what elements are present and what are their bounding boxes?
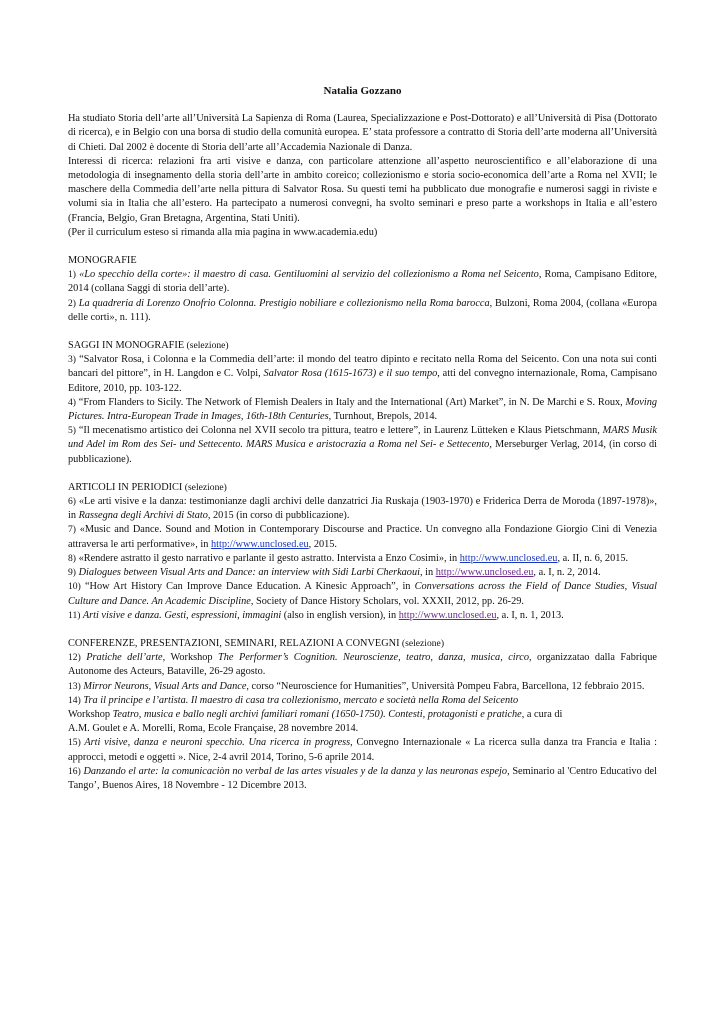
entry-number: 7) — [68, 524, 76, 536]
entry-number: 12) — [68, 652, 81, 664]
section-conferenze — [68, 637, 657, 793]
entry-details: , Convegno Internazionale « La ricerca sulla danza tra Francia e Italia : approcci, metodi e oggetti ». Nice, 2-4 avril 2014, Torino, 5-6 aprile 2014. — [68, 737, 657, 763]
entry-title: Rassegna degli Archivi di Stato — [78, 510, 208, 522]
entry-details: , a. I, n. 1, 2013. — [496, 609, 564, 621]
entry-14-editors: A.M. Goulet e A. Morelli, Roma, Ecole Française, 28 novembre 2014. — [68, 723, 359, 735]
entry-text: “How Art History Can Improve Dance Education. A Kinesic Approach”, in — [80, 581, 415, 593]
entry-details: , a. II, n. 6, 2015. — [557, 552, 629, 564]
entry-14 — [68, 694, 657, 708]
entry-details: , Roma, Campisano Editore, 2014 (collana Saggi di storia dell’arte). — [68, 269, 657, 295]
entry-text: (also in english version), in — [281, 609, 399, 621]
section-articoli — [68, 481, 657, 623]
entry-title: Moving Pictures. Intra-European Trade in Images, 16th-18th Centuries — [68, 396, 657, 423]
entry-number: 6) — [68, 496, 76, 508]
entry-15 — [68, 736, 657, 764]
entry-text: Workshop — [68, 708, 113, 720]
entry-number: 1) — [68, 269, 76, 281]
entry-details: , a cura di — [521, 708, 563, 720]
entry-9 — [68, 566, 657, 580]
entry-14-workshop — [68, 708, 657, 722]
entry-text: , in — [419, 567, 436, 579]
entry-text: “From Flanders to Sicily. The Network of Flemish Dealers in Italy and the International (Art) Market”, in N. De Marchi e S. Roux, — [76, 396, 626, 408]
entry-text: «Le arti visive e la danza: testimonianze dagli archivi delle danzatrici Jia Ruskaja (1903-1970) e Friderica Derra de Moroda (1897-1978)», in — [68, 496, 657, 522]
entry-6 — [68, 495, 657, 523]
section-heading-text: CONFERENZE, PRESENTAZIONI, SEMINARI, RELAZIONI A CONVEGNI — [68, 637, 400, 649]
entry-13 — [68, 680, 657, 694]
entry-number: 4) — [68, 396, 76, 408]
section-heading-text: SAGGI IN MONOGRAFIE — [68, 340, 185, 352]
bio-paragraph-2: Interessi di ricerca: relazioni fra arti visive e danza, con particolare attenzione all’aspetto neuroscientifico e all’elaborazione di una metodologia di insegnamento della storia dell’arte in ambito coreico; collezionismo e storia socio-economica dell’arte a Roma nel XVII; le maschere della Commedia dell’arte nella pittura di Salvator Rosa. Su questi temi ha pubblicato due monografie e numerosi saggi in riviste e volumi sia in Italia che all’estero. Ha partecipato a numerosi convegni, ha svolto seminari e preso parte a workshops in Italia e all’estero (Francia, Belgio, Gran Bretagna, Argentina, Stati Uniti). — [68, 155, 657, 224]
entry-number: 16) — [68, 765, 81, 777]
bio-paragraph-3: (Per il curriculum esteso si rimanda alla mia pagina in www.academia.edu) — [68, 226, 378, 238]
entry-10 — [68, 580, 657, 608]
entry-title: Arti visive e danza. Gesti, espressioni, immagini — [80, 609, 282, 621]
entry-details: , organizzataο dalla Fabrique Autonome des Acteurs, Bataville, 26-29 agosto. — [68, 652, 657, 678]
biography — [68, 112, 657, 240]
entry-title: Tra il principe e l’artista. Il maestro di casa tra collezionismo, mercato e società nella Roma del Seicento — [80, 694, 519, 706]
entry-number: 5) — [68, 425, 76, 437]
section-saggi — [68, 339, 657, 467]
entry-title: Pratiche dell’arte — [80, 652, 163, 664]
entry-11 — [68, 609, 657, 623]
entry-title: Salvator Rosa (1615-1673) e il suo tempo — [263, 368, 438, 380]
entry-title: Arti visive, danza e neuroni specchio. Una ricerca in progress — [80, 737, 351, 749]
section-heading — [68, 481, 657, 495]
entry-title: Danzando el arte: la comunicaciòn no verbal de las artes visuales y de la danza y las neuronas espejo — [80, 765, 508, 777]
entry-title: Mirror Neurons, Visual Arts and Dance — [80, 680, 247, 692]
entry-title: Dialogues between Visual Arts and Dance: an interview with Sidi Larbi Cherkaoui — [76, 567, 420, 579]
unclosed-link[interactable]: http://www.unclosed.eu — [459, 552, 558, 564]
entry-number: 11) — [68, 609, 81, 621]
entry-subtitle: The Performer’s Cognition. Neuroscienze, teatro, danza, musica, circo — [218, 652, 530, 664]
section-heading-note: (selezione) — [182, 481, 227, 493]
entry-number: 8) — [68, 552, 76, 564]
entry-1 — [68, 268, 657, 296]
entry-details: , 2015. — [308, 538, 337, 550]
entry-number: 14) — [68, 694, 81, 706]
entry-2 — [68, 297, 657, 325]
section-heading-text: ARTICOLI IN PERIODICI — [68, 481, 183, 493]
entry-5 — [68, 424, 657, 467]
entry-text: , Workshop — [162, 652, 219, 664]
section-heading — [68, 339, 657, 353]
entry-text: «Rendere astratto il gesto narrativo e parlante il gesto astratto. Intervista a Enzo Cosimi», in — [76, 552, 460, 564]
author-name: Natalia Gozzano — [323, 85, 402, 97]
entry-details: , a. I, n. 2, 2014. — [533, 567, 601, 579]
entry-4 — [68, 396, 657, 424]
section-heading-note: (selezione) — [399, 637, 445, 649]
entry-12 — [68, 651, 657, 679]
unclosed-link[interactable]: http://www.unclosed.eu — [210, 538, 309, 550]
entry-details: , 2015 (in corso di pubblicazione). — [207, 510, 350, 522]
entry-title: Conversations across the Field of Dance Studies, Visual Culture and Dance. An Academic Discipline — [68, 581, 657, 607]
section-heading-note: (selezione) — [184, 340, 229, 352]
entry-details: , Seminario al 'Centro Educativo del Tango’, Buenos Aires, 18 Novembre - 12 Dicembre 2013. — [68, 765, 657, 791]
entry-number: 9) — [68, 567, 76, 579]
entry-subtitle: Teatro, musica e ballo negli archivi familiari romani (1650-1750). Contesti, protagonisti e pratiche — [112, 708, 522, 720]
entry-number: 2) — [68, 297, 76, 309]
entry-16 — [68, 765, 657, 793]
entry-text: «Music and Dance. Sound and Motion in Contemporary Discourse and Practice. Un convegno alla Fondazione Giorgio Cini di Venezia attraversa le arti performative», in — [68, 524, 657, 550]
entry-details: , Society of Dance History Scholars, vol. XXXII, 2012, pp. 26-29. — [250, 595, 524, 607]
entry-number: 3) — [68, 354, 76, 366]
entry-title: «Lo specchio della corte»: il maestro di casa. Gentiluomini al servizio del collezionismo a Roma nel Seicento — [79, 269, 539, 281]
entry-8 — [68, 552, 657, 566]
unclosed-link[interactable]: http://www.unclosed.eu — [398, 609, 497, 621]
entry-number: 13) — [68, 680, 81, 692]
section-heading — [68, 637, 657, 651]
unclosed-link[interactable]: http://www.unclosed.eu — [435, 567, 534, 579]
entry-title: La quadreria di Lorenzo Onofrio Colonna. Prestigio nobiliare e collezionismo nella Roma barocca — [78, 297, 490, 309]
entry-details: , corso “Neuroscience for Humanities”, Università Pompeu Fabra, Barcellona, 12 febbraio 2015. — [246, 680, 645, 692]
entry-number: 15) — [68, 737, 81, 749]
entry-details: Merseburger Verlag, 2014, (in corso di pubblicazione). — [68, 439, 657, 465]
section-monografie — [68, 254, 657, 325]
entry-details: , Turnhout, Brepols, 2014. — [328, 411, 438, 423]
entry-text: “Salvator Rosa, i Colonna e la Commedia dell’arte: il mondo del teatro dipinto e recitato nella Roma del Seicento. Con una nota sui conti bancari del pittore”, in H. Langdon e C. Volpi, — [68, 354, 657, 380]
entry-details: , Bulzoni, Roma 2004, (collana «Europa delle corti», n. 111). — [68, 297, 657, 323]
entry-text: “Il mecenatismo artistico dei Colonna nel XVII secolo tra pittura, teatro e lettere”, in Laurenz Lütteken e Klaus Pietschmann, — [76, 425, 603, 437]
entry-7 — [68, 523, 657, 551]
bio-paragraph-1: Ha studiato Storia dell’arte all’Università La Sapienza di Roma (Laurea, Specializzazione e Post-Dottorato) e all’Università di Pisa (Dottorato di ricerca), e in Belgio con una borsa di studio della comunità europea. E’ stata professore a contratto di Storia dell’arte moderna all’Università di Chieti. Dal 2002 è docente di Storia dell’arte all’Accademia Nazionale di Danza. — [68, 113, 657, 153]
entry-title: MARS Musik und Adel im Rom des Sei- und Settecento. MARS Musica e aristocrazia a Roma nel Sei- e Settecento, — [68, 425, 657, 451]
section-heading: MONOGRAFIE — [68, 255, 137, 267]
entry-details: , atti del convegno internazionale, Roma, Campisano Editore, 2010, pp. 103-122. — [68, 368, 657, 394]
entry-3 — [68, 353, 657, 396]
entry-number: 10) — [68, 581, 81, 593]
